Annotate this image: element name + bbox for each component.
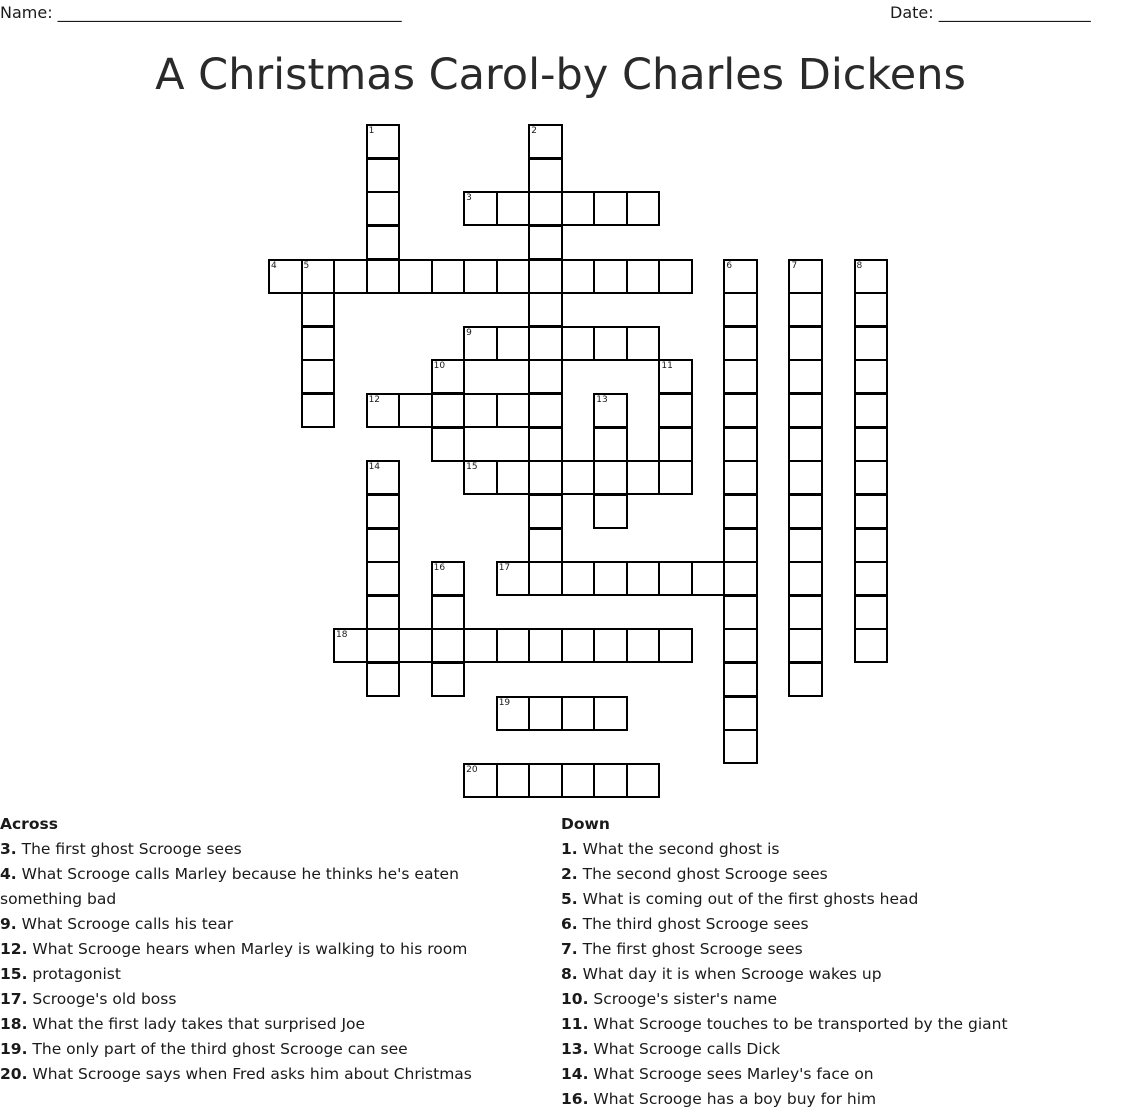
grid-cell[interactable] xyxy=(723,393,758,428)
grid-cell[interactable] xyxy=(658,561,693,596)
grid-cell[interactable] xyxy=(431,628,466,663)
grid-cell[interactable] xyxy=(691,561,726,596)
grid-cell[interactable] xyxy=(723,696,758,731)
across-clue xyxy=(0,837,545,862)
clue-label-number: 18. xyxy=(0,1015,28,1033)
grid-cell[interactable] xyxy=(788,561,823,596)
grid-cell[interactable] xyxy=(528,427,563,462)
clue-number: 6 xyxy=(726,260,733,271)
grid-cell[interactable] xyxy=(723,460,758,495)
grid-cell[interactable] xyxy=(528,460,563,495)
grid-cell[interactable] xyxy=(496,696,531,731)
grid-cell[interactable] xyxy=(366,225,401,260)
clue-text: What Scrooge says when Fred asks him about Christmas xyxy=(27,1065,472,1083)
clue-text: What the first lady takes that surprised Joe xyxy=(27,1015,366,1033)
grid-cell[interactable] xyxy=(788,528,823,563)
clue-label-number: 11. xyxy=(561,1015,589,1033)
grid-cell[interactable] xyxy=(723,528,758,563)
clue-text: The first ghost Scrooge sees xyxy=(16,840,242,858)
grid-cell[interactable] xyxy=(496,393,531,428)
grid-cell[interactable] xyxy=(528,292,563,327)
clue-number: 17 xyxy=(498,563,511,574)
clue-number: 18 xyxy=(336,630,348,641)
grid-cell[interactable] xyxy=(496,326,531,361)
grid-cell[interactable] xyxy=(593,561,628,596)
grid-cell[interactable] xyxy=(788,393,823,428)
grid-cell[interactable] xyxy=(658,427,693,462)
clue-text: What the second ghost is xyxy=(577,840,780,858)
grid-cell[interactable] xyxy=(463,763,498,798)
grid-cell[interactable] xyxy=(528,494,563,529)
clue-text: What Scrooge sees Marley's face on xyxy=(588,1065,874,1083)
grid-cell[interactable] xyxy=(723,628,758,663)
grid-cell[interactable] xyxy=(593,393,628,428)
down-clue xyxy=(561,1037,1121,1062)
grid-cell[interactable] xyxy=(301,393,336,428)
grid-cell[interactable] xyxy=(366,460,401,495)
grid-cell[interactable] xyxy=(496,460,531,495)
grid-cell[interactable] xyxy=(398,259,433,294)
across-clue xyxy=(0,862,545,912)
grid-cell[interactable] xyxy=(528,393,563,428)
grid-cell[interactable] xyxy=(658,628,693,663)
grid-cell[interactable] xyxy=(788,628,823,663)
down-clue xyxy=(561,862,1121,887)
clue-label-number: 2. xyxy=(561,865,578,883)
grid-cell[interactable] xyxy=(593,191,628,226)
clue-label-number: 15. xyxy=(0,965,28,983)
grid-cell[interactable] xyxy=(431,359,466,394)
grid-cell[interactable] xyxy=(723,561,758,596)
grid-cell[interactable] xyxy=(626,191,661,226)
grid-cell[interactable] xyxy=(366,191,401,226)
grid-cell[interactable] xyxy=(561,628,596,663)
across-heading: Across xyxy=(0,815,58,833)
grid-cell[interactable] xyxy=(854,528,889,563)
clue-number: 8 xyxy=(856,260,863,271)
grid-cell[interactable] xyxy=(854,393,889,428)
grid-cell[interactable] xyxy=(658,259,693,294)
grid-cell[interactable] xyxy=(528,191,563,226)
clue-number: 1 xyxy=(368,126,375,136)
grid-cell[interactable] xyxy=(366,662,401,697)
across-clue xyxy=(0,962,545,987)
grid-cell[interactable] xyxy=(561,763,596,798)
grid-cell[interactable] xyxy=(496,628,531,663)
grid-cell[interactable] xyxy=(626,763,661,798)
clue-text: The second ghost Scrooge sees xyxy=(577,865,828,883)
clue-label-number: 20. xyxy=(0,1065,28,1083)
grid-cell[interactable] xyxy=(333,259,368,294)
down-clue xyxy=(561,887,1121,912)
grid-cell[interactable] xyxy=(854,595,889,630)
grid-cell[interactable] xyxy=(593,494,628,529)
down-clue xyxy=(561,912,1121,937)
grid-cell[interactable] xyxy=(723,326,758,361)
down-clue xyxy=(561,1087,1121,1112)
grid-cell[interactable] xyxy=(626,460,661,495)
grid-cell[interactable] xyxy=(854,628,889,663)
grid-cell[interactable] xyxy=(301,292,336,327)
grid-cell[interactable] xyxy=(366,393,401,428)
grid-cell[interactable] xyxy=(398,393,433,428)
clue-text: What Scrooge calls his tear xyxy=(16,915,234,933)
grid-cell[interactable] xyxy=(854,494,889,529)
grid-cell[interactable] xyxy=(561,561,596,596)
clue-number: 3 xyxy=(466,193,472,204)
grid-cell[interactable] xyxy=(496,763,531,798)
grid-cell[interactable] xyxy=(528,696,563,731)
grid-cell[interactable] xyxy=(788,427,823,462)
clue-text: What Scrooge touches to be transported by the giant xyxy=(588,1015,1008,1033)
grid-cell[interactable] xyxy=(431,259,466,294)
clue-text: The first ghost Scrooge sees xyxy=(577,940,803,958)
grid-cell[interactable] xyxy=(431,662,466,697)
grid-cell[interactable] xyxy=(561,326,596,361)
grid-cell[interactable] xyxy=(496,561,531,596)
grid-cell[interactable] xyxy=(528,528,563,563)
grid-cell[interactable] xyxy=(593,427,628,462)
clue-text: The only part of the third ghost Scrooge can see xyxy=(27,1040,408,1058)
grid-cell[interactable] xyxy=(528,225,563,260)
grid-cell[interactable] xyxy=(366,494,401,529)
clue-text: protagonist xyxy=(27,965,121,983)
grid-cell[interactable] xyxy=(788,595,823,630)
grid-cell[interactable] xyxy=(528,158,563,193)
grid-cell[interactable] xyxy=(626,628,661,663)
grid-cell[interactable] xyxy=(431,595,466,630)
grid-cell[interactable] xyxy=(854,427,889,462)
across-clue xyxy=(0,1062,545,1087)
grid-cell[interactable] xyxy=(658,359,693,394)
across-clue xyxy=(0,912,545,937)
grid-cell[interactable] xyxy=(593,326,628,361)
clue-label-number: 19. xyxy=(0,1040,28,1058)
grid-cell[interactable] xyxy=(626,561,661,596)
grid-cell[interactable] xyxy=(593,763,628,798)
grid-cell[interactable] xyxy=(528,359,563,394)
grid-cell[interactable] xyxy=(301,259,336,294)
down-clues xyxy=(561,812,1121,1112)
down-heading: Down xyxy=(561,815,610,833)
grid-cell[interactable] xyxy=(463,191,498,226)
clue-label-number: 9. xyxy=(0,915,17,933)
grid-cell[interactable] xyxy=(788,662,823,697)
grid-cell[interactable] xyxy=(854,460,889,495)
down-clue xyxy=(561,937,1121,962)
grid-cell[interactable] xyxy=(268,259,303,294)
grid-cell[interactable] xyxy=(463,259,498,294)
grid-cell[interactable] xyxy=(561,460,596,495)
page-title: A Christmas Carol-by Charles Dickens xyxy=(155,50,966,100)
down-clue xyxy=(561,1062,1121,1087)
across-clue xyxy=(0,987,545,1012)
grid-cell[interactable] xyxy=(854,292,889,327)
grid-cell[interactable] xyxy=(463,326,498,361)
grid-cell[interactable] xyxy=(366,595,401,630)
clue-text: What Scrooge calls Marley because he thinks he's eaten something bad xyxy=(0,865,459,908)
down-clue xyxy=(561,962,1121,987)
clue-label-number: 10. xyxy=(561,990,589,1008)
grid-cell[interactable] xyxy=(723,729,758,764)
grid-cell[interactable] xyxy=(723,595,758,630)
grid-cell[interactable] xyxy=(301,326,336,361)
clue-text: The third ghost Scrooge sees xyxy=(577,915,809,933)
grid-cell[interactable] xyxy=(658,393,693,428)
clue-number: 11 xyxy=(661,361,673,372)
grid-cell[interactable] xyxy=(398,628,433,663)
grid-cell[interactable] xyxy=(593,259,628,294)
grid-cell[interactable] xyxy=(463,393,498,428)
grid-cell[interactable] xyxy=(366,528,401,563)
grid-cell[interactable] xyxy=(788,259,823,294)
date-field-label: Date: ___________________ xyxy=(890,3,1091,22)
grid-cell[interactable] xyxy=(366,259,401,294)
grid-cell[interactable] xyxy=(854,326,889,361)
grid-cell[interactable] xyxy=(463,628,498,663)
grid-cell[interactable] xyxy=(561,259,596,294)
clue-label-number: 16. xyxy=(561,1090,589,1108)
grid-cell[interactable] xyxy=(788,326,823,361)
grid-cell[interactable] xyxy=(496,259,531,294)
grid-cell[interactable] xyxy=(366,561,401,596)
clue-text: What Scrooge has a boy buy for him xyxy=(588,1090,877,1108)
grid-cell[interactable] xyxy=(723,259,758,294)
grid-cell[interactable] xyxy=(593,628,628,663)
across-clue xyxy=(0,1012,545,1037)
clue-text: What day it is when Scrooge wakes up xyxy=(577,965,882,983)
clue-label-number: 17. xyxy=(0,990,28,1008)
clue-label-number: 8. xyxy=(561,965,578,983)
grid-cell[interactable] xyxy=(366,158,401,193)
clue-number: 7 xyxy=(791,260,798,271)
grid-cell[interactable] xyxy=(333,628,368,663)
down-clue xyxy=(561,987,1121,1012)
across-clue xyxy=(0,1037,545,1062)
clue-label-number: 13. xyxy=(561,1040,589,1058)
clue-text: What Scrooge hears when Marley is walking to his room xyxy=(27,940,468,958)
clue-label-number: 4. xyxy=(0,865,17,883)
grid-cell[interactable] xyxy=(723,662,758,697)
clue-number: 9 xyxy=(466,327,472,338)
grid-cell[interactable] xyxy=(658,460,693,495)
clue-number: 14 xyxy=(368,462,381,473)
grid-cell[interactable] xyxy=(723,359,758,394)
grid-cell[interactable] xyxy=(788,460,823,495)
grid-cell[interactable] xyxy=(463,460,498,495)
clue-label-number: 1. xyxy=(561,840,578,858)
clue-number: 16 xyxy=(433,563,446,574)
down-clue xyxy=(561,837,1121,862)
clue-label-number: 7. xyxy=(561,940,578,958)
grid-cell[interactable] xyxy=(626,259,661,294)
clue-number: 19 xyxy=(498,697,511,708)
grid-cell[interactable] xyxy=(366,124,401,159)
clue-number: 4 xyxy=(271,260,277,271)
grid-cell[interactable] xyxy=(528,763,563,798)
grid-cell[interactable] xyxy=(593,696,628,731)
down-clue-list xyxy=(561,837,1121,1112)
grid-cell[interactable] xyxy=(301,359,336,394)
clue-label-number: 5. xyxy=(561,890,578,908)
grid-cell[interactable] xyxy=(431,561,466,596)
grid-cell[interactable] xyxy=(431,393,466,428)
clue-label-number: 14. xyxy=(561,1065,589,1083)
grid-cell[interactable] xyxy=(528,124,563,159)
clue-label-number: 3. xyxy=(0,840,17,858)
grid-cell[interactable] xyxy=(854,359,889,394)
clue-text: What Scrooge calls Dick xyxy=(588,1040,781,1058)
grid-cell[interactable] xyxy=(788,494,823,529)
grid-cell[interactable] xyxy=(561,191,596,226)
clue-label-number: 6. xyxy=(561,915,578,933)
across-clue-list xyxy=(0,837,545,1087)
down-clue xyxy=(561,1012,1121,1037)
clue-number: 13 xyxy=(596,395,608,406)
grid-cell[interactable] xyxy=(723,427,758,462)
grid-cell[interactable] xyxy=(366,628,401,663)
clue-number: 2 xyxy=(531,126,537,136)
grid-cell[interactable] xyxy=(626,326,661,361)
clue-number: 15 xyxy=(466,462,478,473)
grid-cell[interactable] xyxy=(431,427,466,462)
grid-cell[interactable] xyxy=(528,561,563,596)
grid-cell[interactable] xyxy=(788,359,823,394)
clue-text: Scrooge's old boss xyxy=(27,990,177,1008)
grid-cell[interactable] xyxy=(854,259,889,294)
clue-number: 12 xyxy=(368,395,381,406)
grid-cell[interactable] xyxy=(528,259,563,294)
clue-number: 5 xyxy=(303,260,310,271)
clue-label-number: 12. xyxy=(0,940,28,958)
grid-cell[interactable] xyxy=(593,460,628,495)
grid-cell[interactable] xyxy=(854,561,889,596)
clue-text: Scrooge's sister's name xyxy=(588,990,778,1008)
grid-cell[interactable] xyxy=(561,696,596,731)
grid-cell[interactable] xyxy=(788,292,823,327)
clue-number: 10 xyxy=(433,361,446,372)
grid-cell[interactable] xyxy=(723,494,758,529)
grid-cell[interactable] xyxy=(723,292,758,327)
grid-cell[interactable] xyxy=(528,326,563,361)
clue-number: 20 xyxy=(466,764,478,775)
across-clue xyxy=(0,937,545,962)
name-field-label: Name: ___________________________________________ xyxy=(0,3,402,22)
clue-text: What is coming out of the first ghosts head xyxy=(577,890,919,908)
across-clues xyxy=(0,812,545,1087)
grid-cell[interactable] xyxy=(528,628,563,663)
grid-cell[interactable] xyxy=(496,191,531,226)
